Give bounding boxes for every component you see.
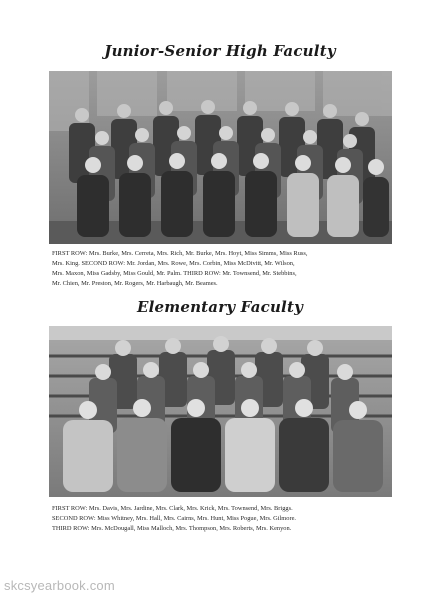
elementary-faculty-heading: Elementary Faculty [136, 298, 303, 316]
caption-line: SECOND ROW: Miss Whitney, Mrs. Hall, Mrs. Cairns, Mrs. Hunt, Miss Pogue, Mrs. Gilmore. [52, 515, 297, 522]
junior-senior-faculty-caption [52, 249, 392, 289]
caption-line: Mrs. King. SECOND ROW: Mr. Jordan, Mrs. Rowe, Mrs. Corbin, Miss McDivitt, Mr. Wilson, [52, 260, 295, 267]
junior-senior-faculty-photo [49, 71, 392, 244]
junior-senior-faculty-heading: Junior-Senior High Faculty [104, 42, 336, 60]
elementary-faculty-caption [52, 504, 392, 534]
caption-line: THIRD ROW: Mrs. McDougall, Miss Malloch, Mrs. Thompson, Mrs. Roberts, Mrs. Kenyon. [52, 525, 292, 532]
caption-line: FIRST ROW: Mrs. Burke, Mrs. Cerreta, Mrs. Rich, Mr. Burke, Mrs. Hoyt, Miss Simms, Miss Russ, [52, 250, 308, 257]
caption-line: FIRST ROW: Mrs. Davis, Mrs. Jardine, Mrs. Clark, Mrs. Krick, Mrs. Townsend, Mrs. Briggs. [52, 505, 293, 512]
caption-line: Mrs. Maxon, Miss Gadsby, Miss Gould, Mr. Palm. THIRD ROW: Mr. Townsend, Mr. Stebbins, [52, 270, 297, 277]
caption-line: Mr. Chien, Mr. Preston, Mr. Rogers, Mr. Harbaugh, Mr. Beames. [52, 280, 218, 287]
elementary-faculty-photo [49, 326, 392, 497]
site-watermark: skcsyearbook.com [4, 578, 115, 593]
